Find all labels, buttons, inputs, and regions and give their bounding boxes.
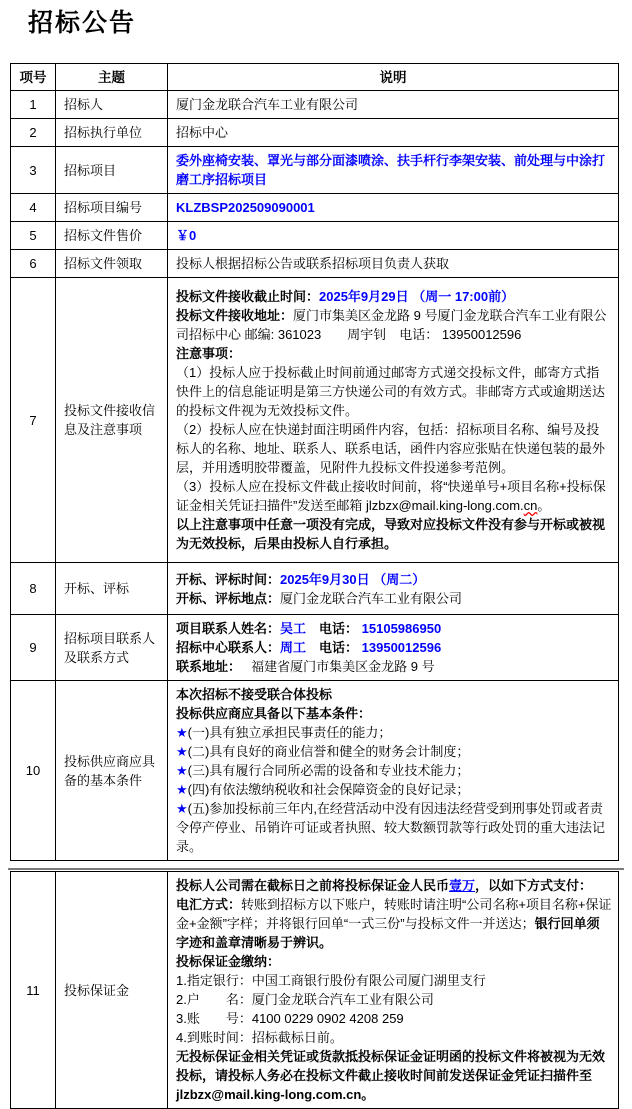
description-paragraph xyxy=(176,742,612,761)
description-cell xyxy=(168,563,619,615)
text-segment: 3.账 号：4100 0229 0902 4208 259 xyxy=(176,1011,404,1026)
table-row xyxy=(11,250,619,278)
text-segment: ★ xyxy=(176,763,188,778)
description-paragraph xyxy=(176,151,612,189)
text-segment: ★ xyxy=(176,744,188,759)
tender-announcement-table-continued xyxy=(10,871,619,1109)
table-row xyxy=(11,119,619,147)
text-segment: 联系地址： xyxy=(176,659,235,674)
text-segment: 开标、评标地点： xyxy=(176,590,281,606)
description-paragraph xyxy=(176,420,612,477)
text-segment: 投标人根据招标公告或联系招标项目负责人获取 xyxy=(176,256,450,271)
description-cell xyxy=(168,91,619,119)
row-number-cell: 11 xyxy=(11,872,56,1109)
text-segment: 电话： xyxy=(306,621,359,636)
subject-cell: 招标人 xyxy=(56,91,168,119)
page-break-gap xyxy=(0,861,632,868)
text-segment: 招标中心联系人： xyxy=(176,640,281,655)
text-segment: 福建省厦门市集美区金龙路 9 号 xyxy=(234,659,435,674)
text-segment: （1）投标人应于投标截止时间前通过邮寄方式递交投标文件，邮寄方式指快件上的信息能证明是第三方快递公司的有效方式。非邮寄方式或逾期送达的投标文件视为无效投标文件。 xyxy=(176,365,606,418)
text-segment: 委外座椅安装、罩光与部分面漆喷涂、扶手杆行李架安装、前处理与中涂打磨工序招标项目 xyxy=(176,153,606,187)
row-number-cell: 8 xyxy=(11,563,56,615)
description-paragraph xyxy=(176,761,612,780)
text-segment: 厦门金龙联合汽车工业有限公司 xyxy=(176,97,359,112)
description-cell xyxy=(168,147,619,194)
description-paragraph xyxy=(176,198,612,217)
tender-announcement-table xyxy=(10,63,619,861)
header-item-no: 项号 xyxy=(11,64,56,91)
main-table-body xyxy=(11,91,619,861)
text-segment: ★ xyxy=(176,801,188,816)
text-segment: 银行回单须字迹和盖章清晰易于辨识。 xyxy=(176,916,600,950)
text-segment: 2.户 名：厦门金龙联合汽车工业有限公司 xyxy=(176,992,434,1007)
text-segment: ★ xyxy=(176,725,188,740)
page-title: 招标公告 xyxy=(28,9,137,37)
text-segment: ★ xyxy=(176,782,188,797)
table-row xyxy=(11,194,619,222)
subject-cell: 开标、评标 xyxy=(56,563,168,615)
text-segment: 厦门金龙联合汽车工业有限公司 xyxy=(280,590,463,606)
text-segment: 周工 xyxy=(280,640,307,655)
text-segment: (一)具有独立承担民事责任的能力； xyxy=(187,725,392,740)
description-paragraph xyxy=(176,723,612,742)
table-row xyxy=(11,681,619,861)
description-paragraph xyxy=(176,254,612,273)
description-paragraph xyxy=(176,1028,612,1047)
text-segment: cn xyxy=(523,498,538,513)
text-segment: 本次招标不接受联合体投标 xyxy=(176,687,333,702)
table-row xyxy=(11,615,619,681)
description-cell xyxy=(168,278,619,563)
description-paragraph xyxy=(176,1047,612,1104)
description-paragraph xyxy=(176,895,612,952)
description-paragraph xyxy=(176,306,612,344)
row-number-cell: 10 xyxy=(11,681,56,861)
text-segment: (二)具有良好的商业信誉和健全的财务会计制度； xyxy=(187,744,470,759)
text-segment: 2025年9月30日 （周二） xyxy=(280,571,426,587)
table-row xyxy=(11,563,619,615)
footer-table-body xyxy=(11,872,619,1109)
row-number-cell: 1 xyxy=(11,91,56,119)
description-paragraph xyxy=(176,619,612,638)
description-paragraph xyxy=(176,477,612,515)
header-subject: 主题 xyxy=(56,64,168,91)
subject-cell: 投标供应商应具备的基本条件 xyxy=(56,681,168,861)
text-segment: ，以如下方式支付： xyxy=(475,878,593,893)
description-paragraph xyxy=(176,799,612,856)
description-paragraph xyxy=(176,515,612,553)
subject-cell: 招标文件售价 xyxy=(56,222,168,250)
table-header-row xyxy=(11,64,619,91)
text-segment: 无投标保证金相关凭证或货款抵投标保证金证明函的投标文件将被视为无效投标，请投标人务必在投标文件截止接收时间前发送保证金凭证扫描件至jlzbzx@mail.king-long.com.cn。 xyxy=(176,1049,606,1102)
description-paragraph xyxy=(176,344,612,363)
description-paragraph xyxy=(176,589,612,608)
subject-cell: 招标文件领取 xyxy=(56,250,168,278)
table-row xyxy=(11,278,619,563)
row-number-cell: 6 xyxy=(11,250,56,278)
text-segment: 招标中心 xyxy=(176,125,229,140)
text-segment: 2025年9月29日 （周一 17:00前） xyxy=(319,289,515,304)
subject-cell: 招标执行单位 xyxy=(56,119,168,147)
text-segment: 以上注意事项中任意一项没有完成，导致对应投标文件没有参与开标或被视为无效投标，后果由投标人自行承担。 xyxy=(176,517,606,551)
row-number-cell: 3 xyxy=(11,147,56,194)
description-cell xyxy=(168,681,619,861)
text-segment: 投标文件接收地址： xyxy=(176,308,294,323)
description-paragraph xyxy=(176,287,612,306)
text-segment: 电汇方式： xyxy=(176,897,242,912)
description-cell xyxy=(168,222,619,250)
row-number-cell: 4 xyxy=(11,194,56,222)
description-paragraph xyxy=(176,638,612,657)
description-cell xyxy=(168,250,619,278)
text-segment: （2）投标人应在快递封面注明函件内容，包括：招标项目名称、编号及投标人的名称、地址、联系人、联系电话，函件内容应张贴在快递包装的最外层，并用透明胶带覆盖，见附件九投标文件投递参考范例。 xyxy=(176,422,606,475)
subject-cell: 招标项目联系人及联系方式 xyxy=(56,615,168,681)
text-segment: 项目联系人姓名： xyxy=(176,621,281,636)
text-segment: 13950012596 xyxy=(358,640,442,655)
header-description: 说明 xyxy=(168,64,619,91)
document-page xyxy=(0,8,632,1102)
description-cell xyxy=(168,194,619,222)
text-segment: 吴工 xyxy=(280,621,307,636)
row-number-cell: 9 xyxy=(11,615,56,681)
subject-cell: 招标项目编号 xyxy=(56,194,168,222)
text-segment: KLZBSP202509090001 xyxy=(176,200,315,215)
description-paragraph xyxy=(176,704,612,723)
text-segment: ￥0 xyxy=(176,228,197,243)
text-segment: 1.指定银行：中国工商银行股份有限公司厦门湖里支行 xyxy=(176,973,486,988)
description-paragraph xyxy=(176,95,612,114)
text-segment: 开标、评标时间： xyxy=(176,571,281,587)
description-paragraph xyxy=(176,226,612,245)
description-paragraph xyxy=(176,570,612,589)
text-segment: 4.到账时间：招标截标日前。 xyxy=(176,1030,343,1045)
text-segment: 厦门市集美区金龙路 9 号厦门金龙联合汽车工业有限公司招标中心 邮编: 361023 周宇钊 电话： 13950012596 xyxy=(176,308,607,342)
text-segment: (三)具有履行合同所必需的设备和专业技术能力； xyxy=(187,763,470,778)
text-segment: (四)有依法缴纳税收和社会保障资金的良好记录； xyxy=(187,782,470,797)
description-paragraph xyxy=(176,1009,612,1028)
description-paragraph xyxy=(176,780,612,799)
text-segment: 投标人公司需在截标日之前将投标保证金人民币 xyxy=(176,878,450,893)
description-paragraph xyxy=(176,876,612,895)
description-cell xyxy=(168,615,619,681)
subject-cell: 投标保证金 xyxy=(56,872,168,1109)
subject-cell: 投标文件接收信息及注意事项 xyxy=(56,278,168,563)
description-paragraph xyxy=(176,685,612,704)
text-segment: 壹万 xyxy=(449,878,476,893)
row-number-cell: 2 xyxy=(11,119,56,147)
text-segment: 注意事项： xyxy=(176,346,242,361)
table-row xyxy=(11,872,619,1109)
description-paragraph xyxy=(176,990,612,1009)
text-segment: （3）投标人应在投标文件截止接收时间前，将“快递单号+项目名称+投标保证金相关凭证扫描件”发送至邮箱 jlzbzx@mail.king-long.com. xyxy=(176,479,606,513)
table-row xyxy=(11,91,619,119)
text-segment: 15105986950 xyxy=(358,621,442,636)
description-cell xyxy=(168,872,619,1109)
description-paragraph xyxy=(176,657,612,676)
description-cell xyxy=(168,119,619,147)
description-paragraph xyxy=(176,363,612,420)
text-segment: 投标保证金缴纳： xyxy=(176,954,281,969)
description-paragraph xyxy=(176,123,612,142)
text-segment: 电话： xyxy=(306,640,359,655)
text-segment: 投标文件接收截止时间： xyxy=(176,289,320,304)
description-paragraph xyxy=(176,952,612,971)
text-segment: (五)参加投标前三年内,在经营活动中没有因违法经营受到刑事处罚或者责令停产停业、吊销许可证或者执照、较大数额罚款等行政处罚的重大违法记录。 xyxy=(176,801,606,854)
text-segment: 转账到招标方以下账户，转账时请注明“公司名称+项目名称+保证金+金额”字样；并将银行回单“一式三份”与投标文件一并送达； xyxy=(176,897,612,931)
row-number-cell: 5 xyxy=(11,222,56,250)
table-row xyxy=(11,222,619,250)
table-row xyxy=(11,147,619,194)
text-segment: 投标供应商应具备以下基本条件： xyxy=(176,706,372,721)
description-paragraph xyxy=(176,971,612,990)
subject-cell: 招标项目 xyxy=(56,147,168,194)
text-segment: 。 xyxy=(537,498,551,513)
row-number-cell: 7 xyxy=(11,278,56,563)
